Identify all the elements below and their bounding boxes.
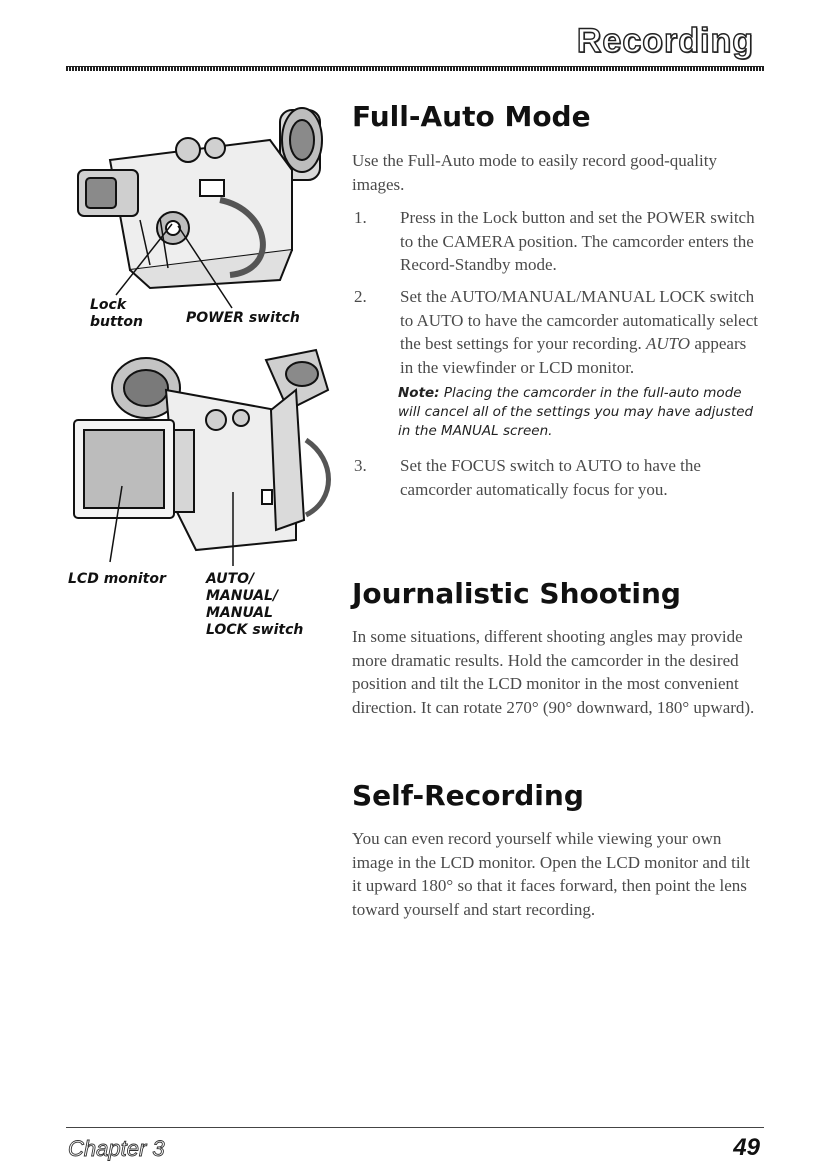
lcd-monitor-caption: LCD monitor xyxy=(68,571,166,587)
full-auto-intro: Use the Full-Auto mode to easily record good-quality images. xyxy=(352,151,717,194)
page-section-title: Recording xyxy=(576,22,754,60)
lock-button-caption: Lock button xyxy=(90,297,143,330)
auto-manual-lock-switch-caption: AUTO/ MANUAL/ MANUAL LOCK switch xyxy=(206,571,304,638)
note-text: Placing the camcorder in the full-auto mode will cancel all of the settings you may have adjusted in the MANUAL screen. xyxy=(398,385,754,439)
full-auto-mode-heading: Full-Auto Mode xyxy=(352,100,591,133)
footer-rule xyxy=(66,1127,764,1128)
step-2-text-before: Set the AUTO/MANUAL/MANUAL LOCK switch to AUTO to have the camcorder automatically select the best settings for your recording. xyxy=(400,287,758,353)
power-switch-caption: POWER switch xyxy=(186,310,300,326)
footer-chapter: Chapter 3 xyxy=(68,1136,165,1161)
note-label: Note: xyxy=(398,385,440,401)
step-1-number: 1. xyxy=(354,208,367,227)
step-2-text xyxy=(400,285,760,379)
lcd-monitor-callout-line xyxy=(110,486,122,562)
journalistic-shooting-body: In some situations, different shooting angles may provide more dramatic results. Hold the camcorder in the desired position and tilt the LCD monitor in the most convenient direction. It can rotate 270° (90° downward, 180° upward). xyxy=(352,627,755,717)
self-recording-heading: Self-Recording xyxy=(352,779,584,812)
full-auto-note xyxy=(398,384,768,441)
journalistic-shooting-heading: Journalistic Shooting xyxy=(352,577,681,610)
step-2-text-after: appears in the viewfinder or LCD monitor. xyxy=(400,334,747,377)
step-2-text-emphasis: AUTO xyxy=(645,334,691,353)
self-recording-body: You can even record yourself while viewing your own image in the LCD monitor. Open the LCD monitor and tilt it upward 180° so that it faces forward, then point the lens toward yourself and start recording. xyxy=(352,829,751,919)
step-3-number: 3. xyxy=(354,456,367,475)
step-1-text: Press in the Lock button and set the POWER switch to the CAMERA position. The camcorder enters the Record-Standby mode. xyxy=(400,208,755,274)
step-3-text: Set the FOCUS switch to AUTO to have the camcorder automatically focus for you. xyxy=(400,456,701,499)
page-number: 49 xyxy=(733,1134,760,1161)
step-2-number: 2. xyxy=(354,287,367,306)
